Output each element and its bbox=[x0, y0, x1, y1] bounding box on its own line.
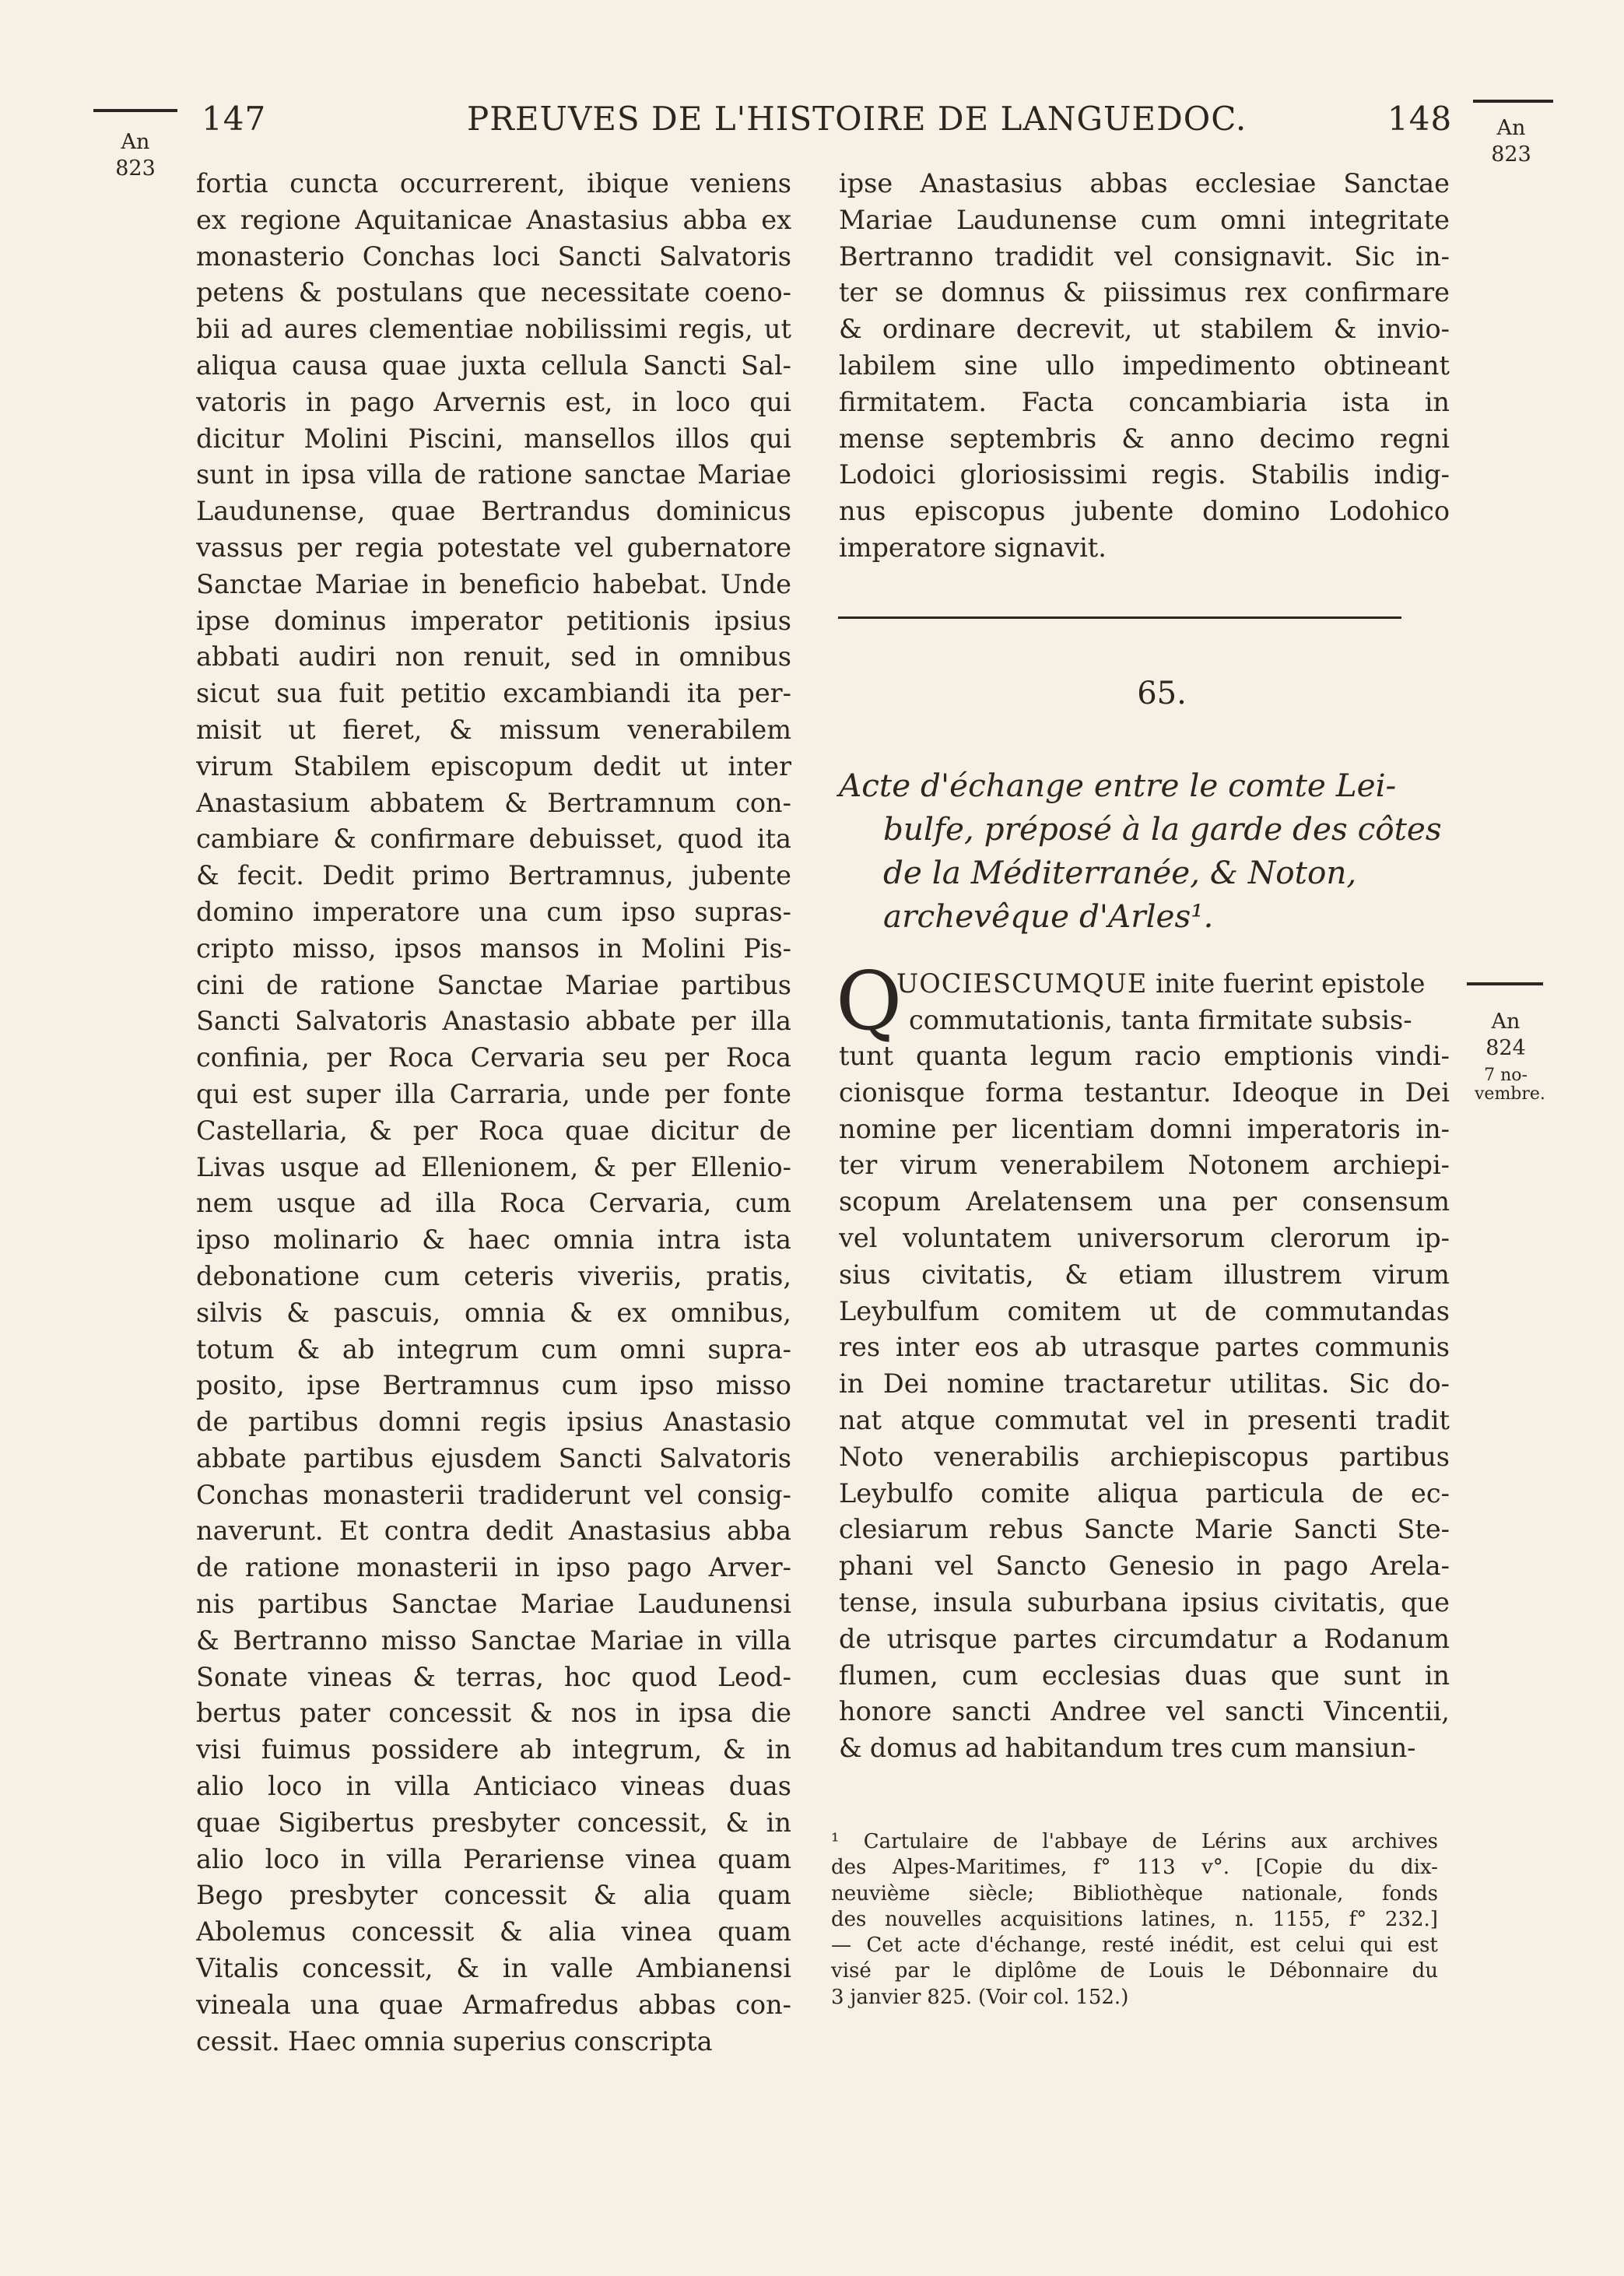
body-line: Noto venerabilis archiepiscopus partibus bbox=[839, 1441, 1450, 1472]
left-column-line: & Bertranno misso Sanctae Mariae in villa bbox=[196, 1624, 791, 1656]
left-column-line: cambiare & confirmare debuisset, quod ita bbox=[196, 824, 791, 855]
footnote-line: 3 janvier 825. (Voir col. 152.) bbox=[831, 1985, 1129, 2009]
left-column-line: Vitalis concessit, & in valle Ambianensi bbox=[196, 1953, 791, 1984]
left-column-line: Livas usque ad Ellenionem, & per Ellenio- bbox=[196, 1151, 791, 1182]
left-column-line: ex regione Aquitanicae Anastasius abba ex bbox=[196, 204, 791, 235]
footnote-line: neuvième siècle; Bibliothèque nationale, fonds bbox=[831, 1881, 1438, 1905]
left-column-line: monasterio Conchas loci Sancti Salvatoris bbox=[196, 241, 791, 272]
body-line: phani vel Sancto Genesio in pago Arela- bbox=[839, 1551, 1450, 1582]
left-column-line: totum & ab integrum cum omni supra- bbox=[196, 1333, 791, 1365]
body-first-line-rest: inite fuerint epistole bbox=[1155, 968, 1426, 999]
left-page-number: 147 bbox=[202, 100, 267, 138]
margin-an: An bbox=[1491, 1010, 1521, 1034]
body-line: ter virum venerabilem Notonem archiepi- bbox=[839, 1150, 1450, 1181]
body-line: flumen, cum ecclesias duas que sunt in bbox=[839, 1660, 1450, 1691]
left-column-line: quae Sigibertus presbyter concessit, & in bbox=[196, 1807, 791, 1838]
left-column-line: Sanctae Mariae in beneficio habebat. Unde bbox=[196, 568, 791, 599]
left-column-line: fortia cuncta occurrerent, ibique veniens bbox=[196, 168, 791, 198]
left-column-line: petens & postulans que necessitate coeno- bbox=[196, 277, 791, 308]
body-line: nomine per licentiam domni imperatoris in- bbox=[839, 1113, 1450, 1144]
footnote-line: ¹ Cartulaire de l'abbaye de Lérins aux archives bbox=[831, 1830, 1438, 1853]
margin-note-mid-right bbox=[1475, 1009, 1545, 1104]
left-column-line: ipso molinario & haec omnia intra ista bbox=[196, 1224, 791, 1256]
right-column-line: & ordinare decrevit, ut stabilem & invio- bbox=[839, 314, 1450, 345]
left-column-line: Sancti Salvatoris Anastasio abbate per illa bbox=[196, 1006, 791, 1037]
left-column-line: sicut sua fuit petitio excambiandi ita per- bbox=[196, 678, 791, 709]
right-column-line: Mariae Laudunense cum omni integritate bbox=[839, 204, 1450, 235]
header-rule-right bbox=[1473, 100, 1553, 103]
left-column bbox=[196, 166, 791, 2060]
left-column-line: vatoris in pago Arvernis est, in loco qui bbox=[196, 386, 791, 417]
left-column-line: Conchas monasterii tradiderunt vel consig- bbox=[196, 1479, 791, 1510]
left-column-line: domino imperatore una cum ipso supras- bbox=[196, 896, 791, 927]
left-column-line: aliqua causa quae juxta cellula Sancti Sal- bbox=[196, 349, 791, 381]
margin-note-top-left bbox=[104, 129, 167, 182]
footnote-line: des nouvelles acquisitions latines, n. 1155, f° 232.] bbox=[831, 1907, 1438, 1931]
left-column-line: cessit. Haec omnia superius conscripta bbox=[196, 2025, 713, 2056]
body-line: tunt quanta legum racio emptionis vindi- bbox=[839, 1041, 1450, 1071]
body-line: cionisque forma testantur. Ideoque in Dei bbox=[839, 1077, 1450, 1108]
left-column-line: dicitur Molini Piscini, mansellos illos qui bbox=[196, 423, 791, 454]
left-column-line: vassus per regia potestate vel gubernatore bbox=[196, 532, 791, 563]
left-column-line: posito, ipse Bertramnus cum ipso misso bbox=[196, 1370, 791, 1401]
left-column-line: alio loco in villa Perariense vinea quam bbox=[196, 1843, 791, 1874]
body-line: clesiarum rebus Sancte Marie Sancti Ste- bbox=[839, 1514, 1450, 1545]
left-column-line: Anastasium abbatem & Bertramnum con- bbox=[196, 787, 791, 818]
body-line: Leybulfo comite aliqua particula de ec- bbox=[839, 1477, 1450, 1509]
margin-an: An bbox=[1496, 116, 1526, 140]
running-title: PREUVES DE L'HISTOIRE DE LANGUEDOC. bbox=[467, 100, 1247, 138]
left-column-line: Laudunense, quae Bertrandus dominicus bbox=[196, 496, 791, 527]
section-number: 65. bbox=[1137, 676, 1187, 711]
left-column-line: virum Stabilem episcopum dedit ut inter bbox=[196, 750, 791, 781]
left-column-line: sunt in ipsa villa de ratione sanctae Mariae bbox=[196, 459, 791, 490]
margin-rule-right bbox=[1467, 982, 1543, 985]
body-line: sius civitatis, & etiam illustrem virum bbox=[839, 1259, 1450, 1290]
left-column-line: abbati audiri non renuit, sed in omnibus bbox=[196, 641, 791, 673]
body-line: nat atque commutat vel in presenti tradit bbox=[839, 1404, 1450, 1435]
section-title-line-1: Acte d'échange entre le comte Lei- bbox=[839, 767, 1397, 804]
left-column-line: & fecit. Dedit primo Bertramnus, jubente bbox=[196, 860, 791, 891]
left-column-line: silvis & pascuis, omnia & ex omnibus, bbox=[196, 1297, 791, 1328]
right-column-line: mense septembris & anno decimo regni bbox=[839, 423, 1450, 454]
right-page-number: 148 bbox=[1387, 100, 1453, 138]
section-title-line-3: de la Méditerranée, & Noton, bbox=[883, 854, 1357, 891]
section-title-line-2: bulfe, préposé à la garde des côtes bbox=[883, 810, 1442, 848]
margin-date-line-1: 7 no- bbox=[1484, 1066, 1528, 1085]
left-column-line: bii ad aures clementiae nobilissimi regis, ut bbox=[196, 314, 791, 345]
margin-year: 823 bbox=[115, 156, 156, 181]
left-column-line: Bego presbyter concessit & alia quam bbox=[196, 1880, 791, 1911]
right-column-line: Lodoici gloriosissimi regis. Stabilis indig- bbox=[839, 459, 1450, 490]
body-line: res inter eos ab utrasque partes communis bbox=[839, 1332, 1450, 1363]
left-column-line: naverunt. Et contra dedit Anastasius abba bbox=[196, 1516, 791, 1547]
right-column-line: labilem sine ullo impedimento obtineant bbox=[839, 349, 1450, 381]
right-column-line: ipse Anastasius abbas ecclesiae Sanctae bbox=[839, 168, 1450, 198]
left-column-line: cini de ratione Sanctae Mariae partibus bbox=[196, 969, 791, 1000]
left-column-line: misit ut fieret, & missum venerabilem bbox=[196, 714, 791, 745]
margin-year: 823 bbox=[1491, 142, 1531, 167]
drop-cap: Q bbox=[836, 954, 903, 1048]
left-column-line: nis partibus Sanctae Mariae Laudunensi bbox=[196, 1589, 791, 1620]
left-column-line: alio loco in villa Anticiaco vineas duas bbox=[196, 1771, 791, 1802]
body-line: scopum Arelatensem una per consensum bbox=[839, 1186, 1450, 1217]
footnote-line: des Alpes-Maritimes, f° 113 v°. [Copie du dix- bbox=[831, 1856, 1438, 1880]
right-column-line: imperatore signavit. bbox=[839, 532, 1107, 563]
section-title-line-4: archevêque d'Arles¹. bbox=[883, 897, 1214, 935]
left-column-line: abbate partibus ejusdem Sancti Salvatoris bbox=[196, 1442, 791, 1473]
right-column-line: firmitatem. Facta concambiaria ista in bbox=[839, 386, 1450, 417]
body-line: & domus ad habitandum tres cum mansiun- bbox=[839, 1733, 1416, 1764]
left-column-line: bertus pater concessit & nos in ipsa die bbox=[196, 1698, 791, 1729]
footnote-line: visé par le diplôme de Louis le Débonnaire du bbox=[831, 1959, 1438, 1983]
footnote bbox=[831, 1829, 1438, 2011]
margin-date-line-2: vembre. bbox=[1475, 1084, 1545, 1104]
margin-an: An bbox=[121, 130, 150, 154]
body-indented-line: commutationis, tanta firmitate subsis- bbox=[909, 1005, 1412, 1035]
left-column-line: confinia, per Roca Cervaria seu per Roca bbox=[196, 1042, 791, 1073]
right-column-line: Bertranno tradidit vel consignavit. Sic in- bbox=[839, 241, 1450, 272]
body-line: vel voluntatem universorum clerorum ip- bbox=[839, 1222, 1450, 1253]
footnote-line: — Cet acte d'échange, resté inédit, est celui qui est bbox=[831, 1934, 1438, 1958]
right-column-top-text bbox=[839, 166, 1450, 567]
body-line: in Dei nomine tractaretur utilitas. Sic do- bbox=[839, 1368, 1450, 1400]
left-column-line: cripto misso, ipsos mansos in Molini Pis- bbox=[196, 933, 791, 964]
right-column-line: ter se domnus & piissimus rex confirmare bbox=[839, 277, 1450, 308]
section-rule bbox=[838, 616, 1401, 619]
left-column-line: de partibus domni regis ipsius Anastasio bbox=[196, 1407, 791, 1438]
left-column-line: Sonate vineas & terras, hoc quod Leod- bbox=[196, 1661, 791, 1692]
margin-note-top-right bbox=[1480, 115, 1542, 168]
body-line: Leybulfum comitem ut de commutandas bbox=[839, 1295, 1450, 1326]
left-column-line: visi fuimus possidere ab integrum, & in bbox=[196, 1734, 791, 1765]
right-column-line: nus episcopus jubente domino Lodohico bbox=[839, 496, 1450, 527]
body-line: honore sancti Andree vel sancti Vincentii, bbox=[839, 1696, 1450, 1727]
body-line: de utrisque partes circumdatur a Rodanum bbox=[839, 1623, 1450, 1654]
body-line: tense, insula suburbana ipsius civitatis, que bbox=[839, 1586, 1450, 1617]
right-column-body-text bbox=[839, 1038, 1450, 1767]
left-column-line: de ratione monasterii in ipso pago Arver- bbox=[196, 1552, 791, 1583]
left-column-line: debonatione cum ceteris viveriis, pratis, bbox=[196, 1260, 791, 1291]
left-column-line: qui est super illa Carraria, unde per fonte bbox=[196, 1078, 791, 1109]
left-column-line: nem usque ad illa Roca Cervaria, cum bbox=[196, 1188, 791, 1219]
margin-year: 824 bbox=[1485, 1036, 1526, 1060]
left-column-line: Abolemus concessit & alia vinea quam bbox=[196, 1916, 791, 1948]
body-first-line bbox=[896, 966, 1449, 1003]
header-rule-left bbox=[93, 109, 177, 112]
left-column-line: vineala una quae Armafredus abbas con- bbox=[196, 1989, 791, 2020]
body-first-word: UOCIESCUMQUE bbox=[896, 968, 1148, 999]
left-column-line: Castellaria, & per Roca quae dicitur de bbox=[196, 1115, 791, 1146]
left-column-line: ipse dominus imperator petitionis ipsius bbox=[196, 605, 791, 636]
